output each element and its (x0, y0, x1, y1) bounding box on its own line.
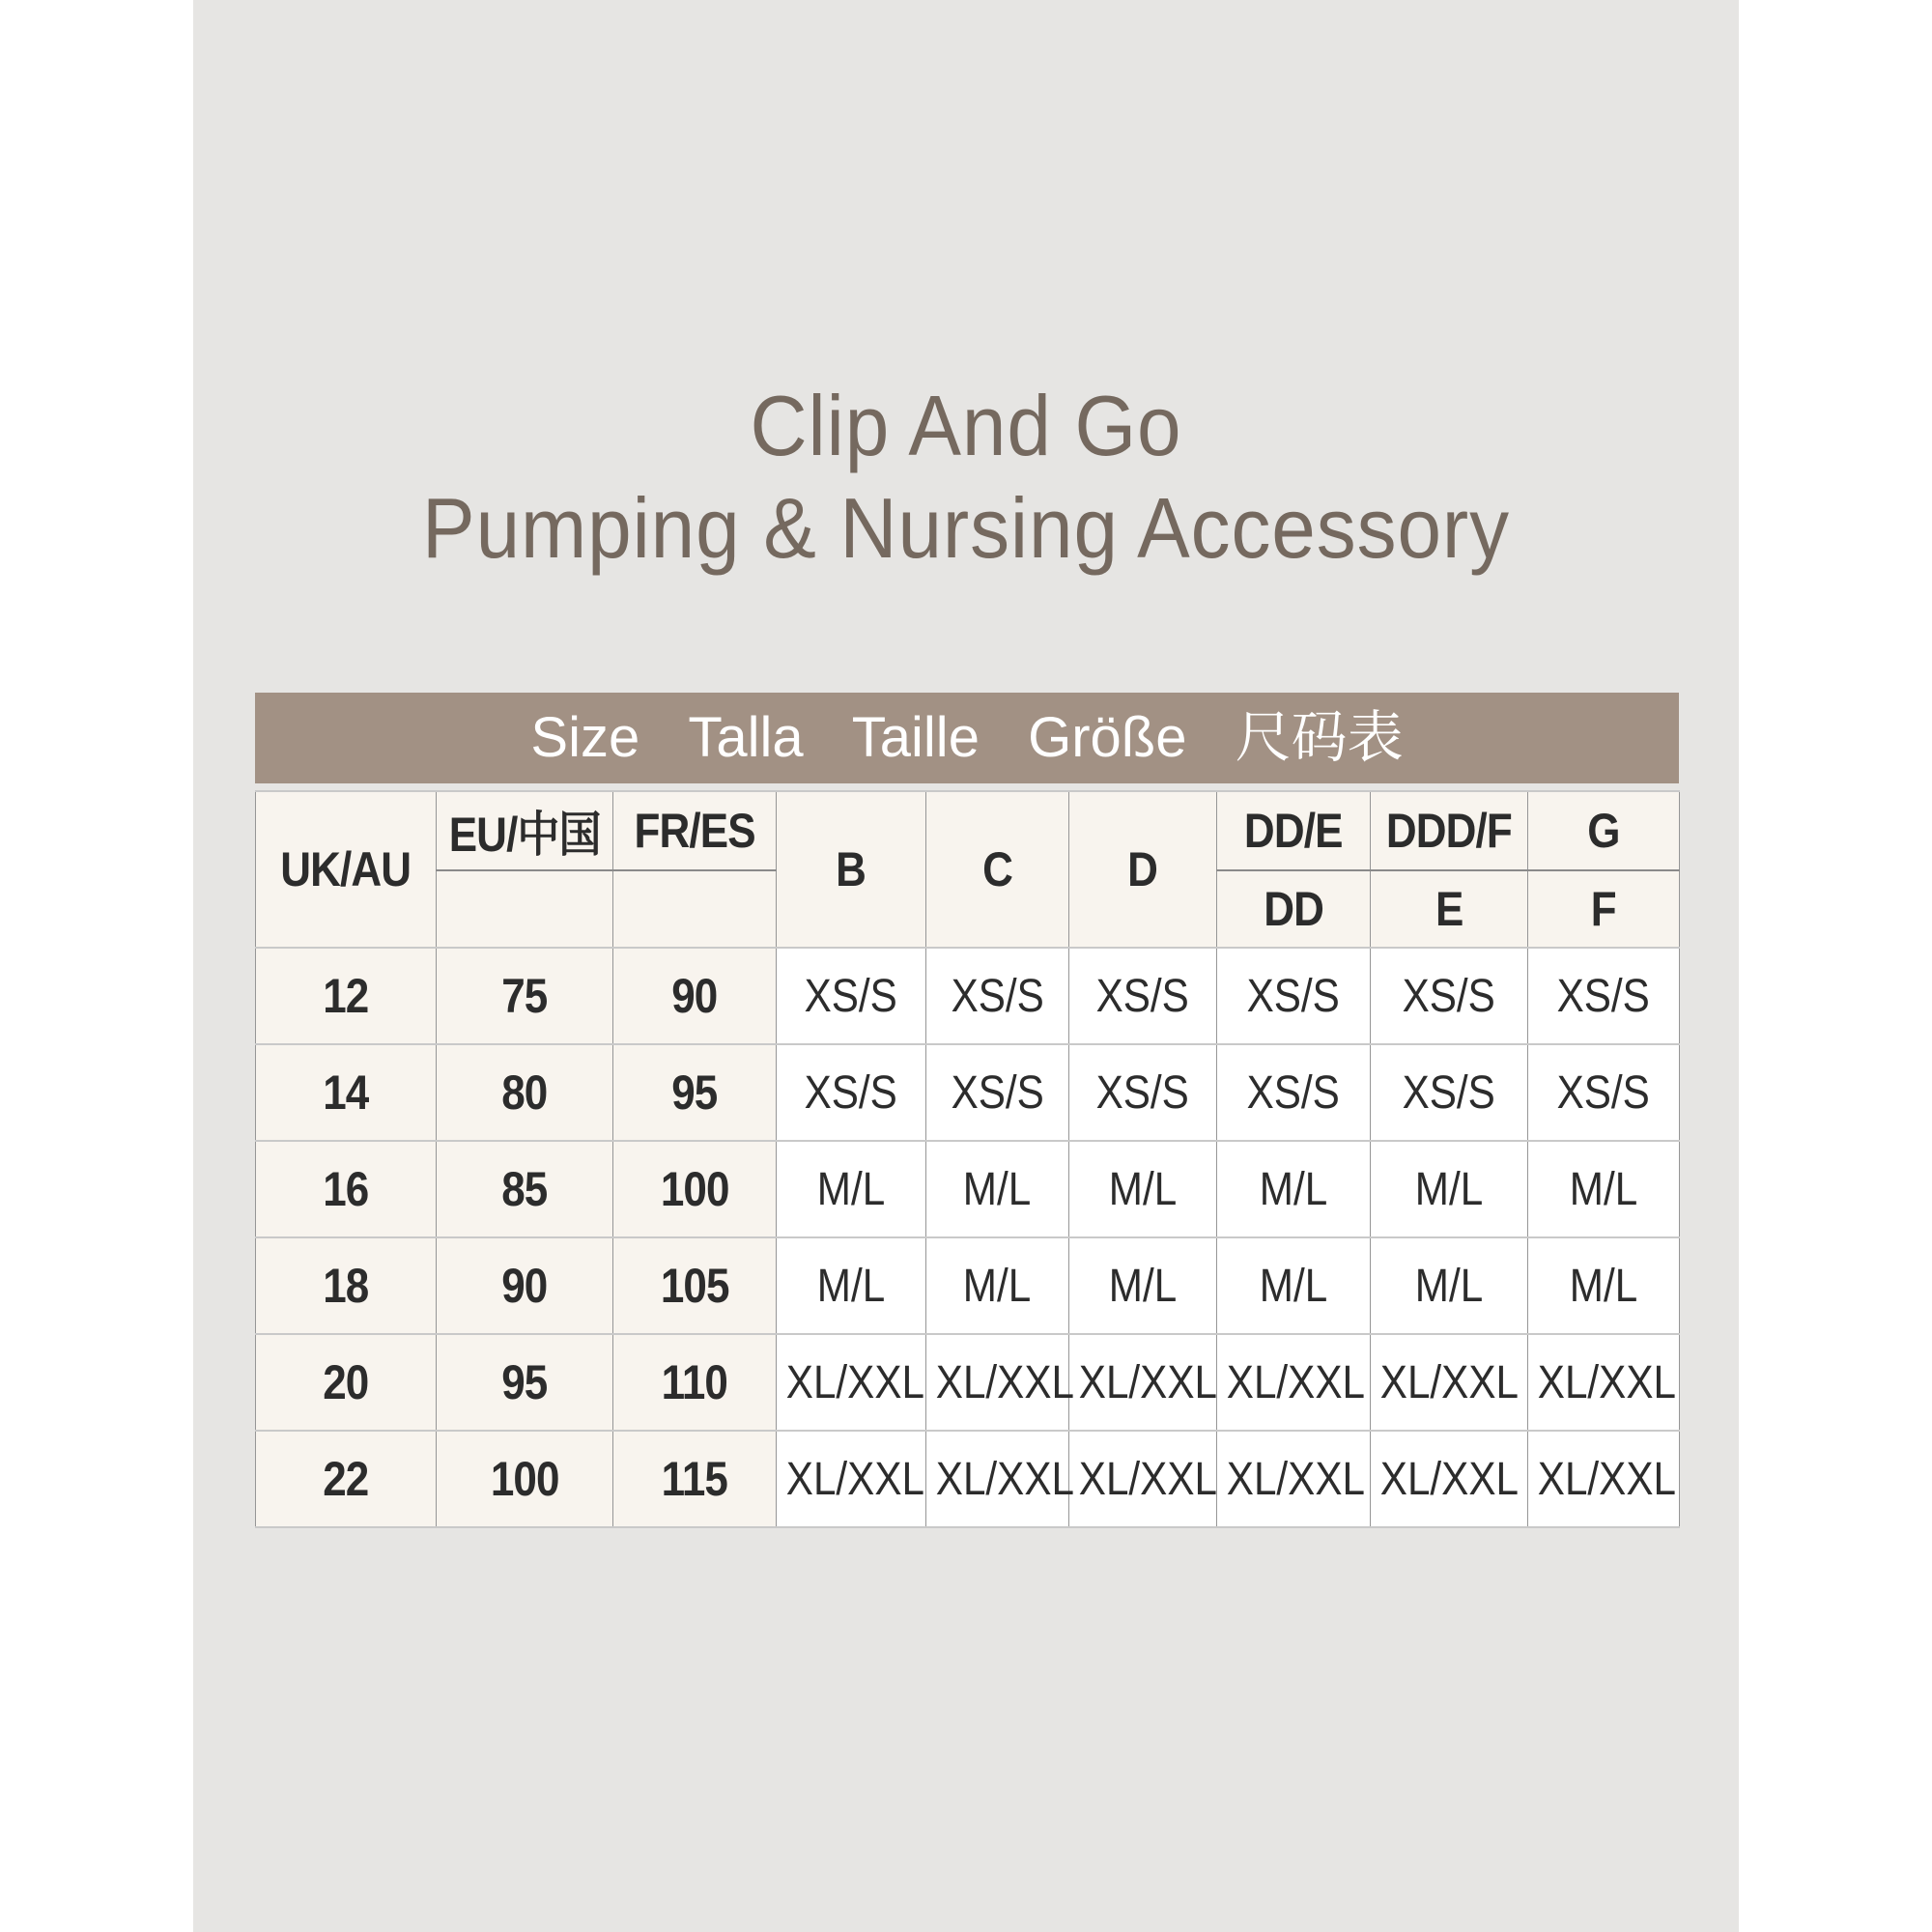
cell-size-d: XS/S (1069, 1044, 1217, 1141)
cell-size-ddd-f: XL/XXL (1371, 1431, 1528, 1527)
cell-size-dd-e: M/L (1217, 1237, 1371, 1334)
cell-fr-es: 115 (613, 1431, 777, 1527)
cell-uk-au: 20 (256, 1334, 437, 1431)
cell-uk-au: 22 (256, 1431, 437, 1527)
cell-eu-cn: 100 (437, 1431, 613, 1527)
header-cup-dd: DD (1217, 870, 1371, 948)
cell-size-c: M/L (926, 1237, 1069, 1334)
table-body (256, 948, 1680, 1527)
header-cup-g: G (1528, 791, 1680, 870)
cell-size-d: M/L (1069, 1141, 1217, 1237)
header-fr-es-empty (613, 870, 777, 948)
table-row (256, 1237, 1680, 1334)
cell-size-d: XL/XXL (1069, 1334, 1217, 1431)
cell-size-c: XS/S (926, 1044, 1069, 1141)
cell-size-d: M/L (1069, 1237, 1217, 1334)
cell-size-ddd-f: M/L (1371, 1237, 1528, 1334)
cell-size-g: XL/XXL (1528, 1334, 1680, 1431)
header-fr-es: FR/ES (613, 791, 777, 870)
product-title-line2: Pumping & Nursing Accessory (422, 480, 1510, 576)
cell-size-b: XL/XXL (777, 1334, 926, 1431)
cell-size-b: M/L (777, 1237, 926, 1334)
cell-size-b: XL/XXL (777, 1431, 926, 1527)
header-cup-dd-e: DD/E (1217, 791, 1371, 870)
cell-size-dd-e: XL/XXL (1217, 1431, 1371, 1527)
size-bar-label-en: Size (530, 706, 640, 769)
cell-size-b: M/L (777, 1141, 926, 1237)
size-bar-label-fr: Taille (851, 706, 980, 769)
cell-size-b: XS/S (777, 1044, 926, 1141)
cell-uk-au: 12 (256, 948, 437, 1044)
size-chart-header-bar (255, 693, 1679, 783)
cell-eu-cn: 90 (437, 1237, 613, 1334)
cell-fr-es: 100 (613, 1141, 777, 1237)
table-row (256, 1334, 1680, 1431)
cell-size-g: XL/XXL (1528, 1431, 1680, 1527)
header-cup-e: E (1371, 870, 1528, 948)
cell-eu-cn: 80 (437, 1044, 613, 1141)
header-cup-ddd-f: DDD/F (1371, 791, 1528, 870)
cell-size-g: M/L (1528, 1141, 1680, 1237)
header-eu-cn-empty (437, 870, 613, 948)
table-row (256, 1044, 1680, 1141)
header-cup-b: B (777, 791, 926, 948)
table-row (256, 948, 1680, 1044)
size-bar-label-zh: 尺码表 (1235, 706, 1404, 769)
cell-eu-cn: 75 (437, 948, 613, 1044)
cell-size-ddd-f: M/L (1371, 1141, 1528, 1237)
product-title (247, 375, 1685, 580)
size-bar-label-de: Größe (1028, 706, 1187, 769)
header-cup-f: F (1528, 870, 1680, 948)
content-panel (193, 0, 1739, 1932)
cell-size-dd-e: XL/XXL (1217, 1334, 1371, 1431)
size-chart-table (255, 790, 1680, 1528)
cell-size-dd-e: XS/S (1217, 1044, 1371, 1141)
table-row (256, 1431, 1680, 1527)
cell-uk-au: 14 (256, 1044, 437, 1141)
header-row-top (256, 791, 1680, 870)
cell-size-c: M/L (926, 1141, 1069, 1237)
cell-size-d: XS/S (1069, 948, 1217, 1044)
cell-size-g: XS/S (1528, 948, 1680, 1044)
table-row (256, 1141, 1680, 1237)
cell-size-c: XL/XXL (926, 1334, 1069, 1431)
header-cup-c: C (926, 791, 1069, 948)
cell-size-b: XS/S (777, 948, 926, 1044)
cell-fr-es: 110 (613, 1334, 777, 1431)
cell-uk-au: 18 (256, 1237, 437, 1334)
cell-size-dd-e: XS/S (1217, 948, 1371, 1044)
cell-size-g: XS/S (1528, 1044, 1680, 1141)
size-bar-label-es: Talla (688, 706, 804, 769)
cell-size-ddd-f: XS/S (1371, 1044, 1528, 1141)
cell-fr-es: 90 (613, 948, 777, 1044)
cell-fr-es: 105 (613, 1237, 777, 1334)
cell-eu-cn: 85 (437, 1141, 613, 1237)
cell-size-c: XL/XXL (926, 1431, 1069, 1527)
cell-size-dd-e: M/L (1217, 1141, 1371, 1237)
cell-fr-es: 95 (613, 1044, 777, 1141)
cell-size-d: XL/XXL (1069, 1431, 1217, 1527)
cell-eu-cn: 95 (437, 1334, 613, 1431)
header-cup-d: D (1069, 791, 1217, 948)
table-header (256, 791, 1680, 948)
cell-size-g: M/L (1528, 1237, 1680, 1334)
cell-size-ddd-f: XL/XXL (1371, 1334, 1528, 1431)
product-title-line1: Clip And Go (750, 378, 1182, 473)
cell-size-c: XS/S (926, 948, 1069, 1044)
header-uk-au: UK/AU (256, 791, 437, 948)
header-eu-cn: EU/中国 (437, 791, 613, 870)
cell-uk-au: 16 (256, 1141, 437, 1237)
cell-size-ddd-f: XS/S (1371, 948, 1528, 1044)
